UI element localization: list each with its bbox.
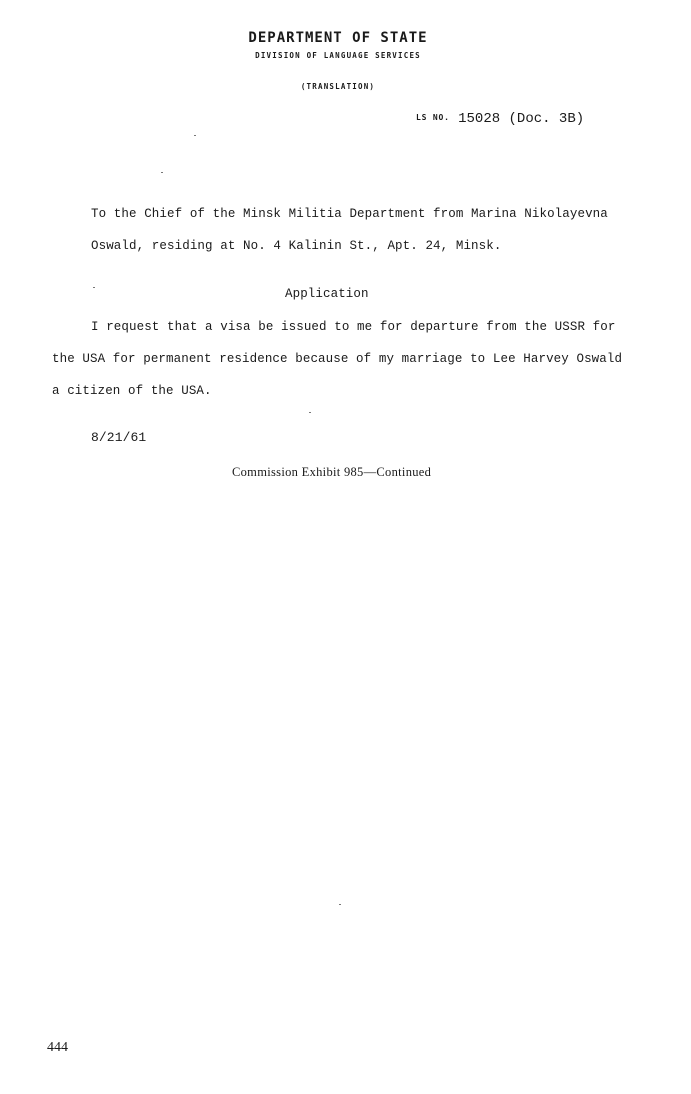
page-number: 444 bbox=[47, 1040, 68, 1055]
ls-number-value: 15028 (Doc. 3B) bbox=[458, 111, 585, 127]
body-line-2: the USA for permanent residence because of my marriage to Lee Harvey Oswald bbox=[52, 352, 623, 366]
ls-number-line bbox=[416, 111, 584, 127]
body-line-3: a citizen of the USA. bbox=[52, 384, 212, 398]
department-title: DEPARTMENT OF STATE bbox=[248, 30, 428, 46]
ls-number-prefix: LS NO. bbox=[416, 113, 450, 122]
application-heading: Application bbox=[285, 287, 369, 301]
address-line-2: Oswald, residing at No. 4 Kalinin St., Apt. 24, Minsk. bbox=[91, 239, 502, 253]
letter-date: 8/21/61 bbox=[91, 430, 147, 445]
scan-speck bbox=[161, 172, 163, 173]
scan-speck bbox=[93, 287, 95, 288]
division-subtitle: DIVISION OF LANGUAGE SERVICES bbox=[255, 51, 421, 60]
scan-speck bbox=[194, 135, 196, 136]
scan-speck bbox=[339, 904, 341, 905]
scan-speck bbox=[309, 412, 311, 413]
translation-label: (TRANSLATION) bbox=[300, 82, 376, 91]
body-line-1: I request that a visa be issued to me for departure from the USSR for bbox=[91, 320, 616, 334]
commission-exhibit-caption: Commission Exhibit 985—Continued bbox=[232, 465, 432, 479]
address-line-1: To the Chief of the Minsk Militia Department from Marina Nikolayevna bbox=[91, 207, 608, 221]
